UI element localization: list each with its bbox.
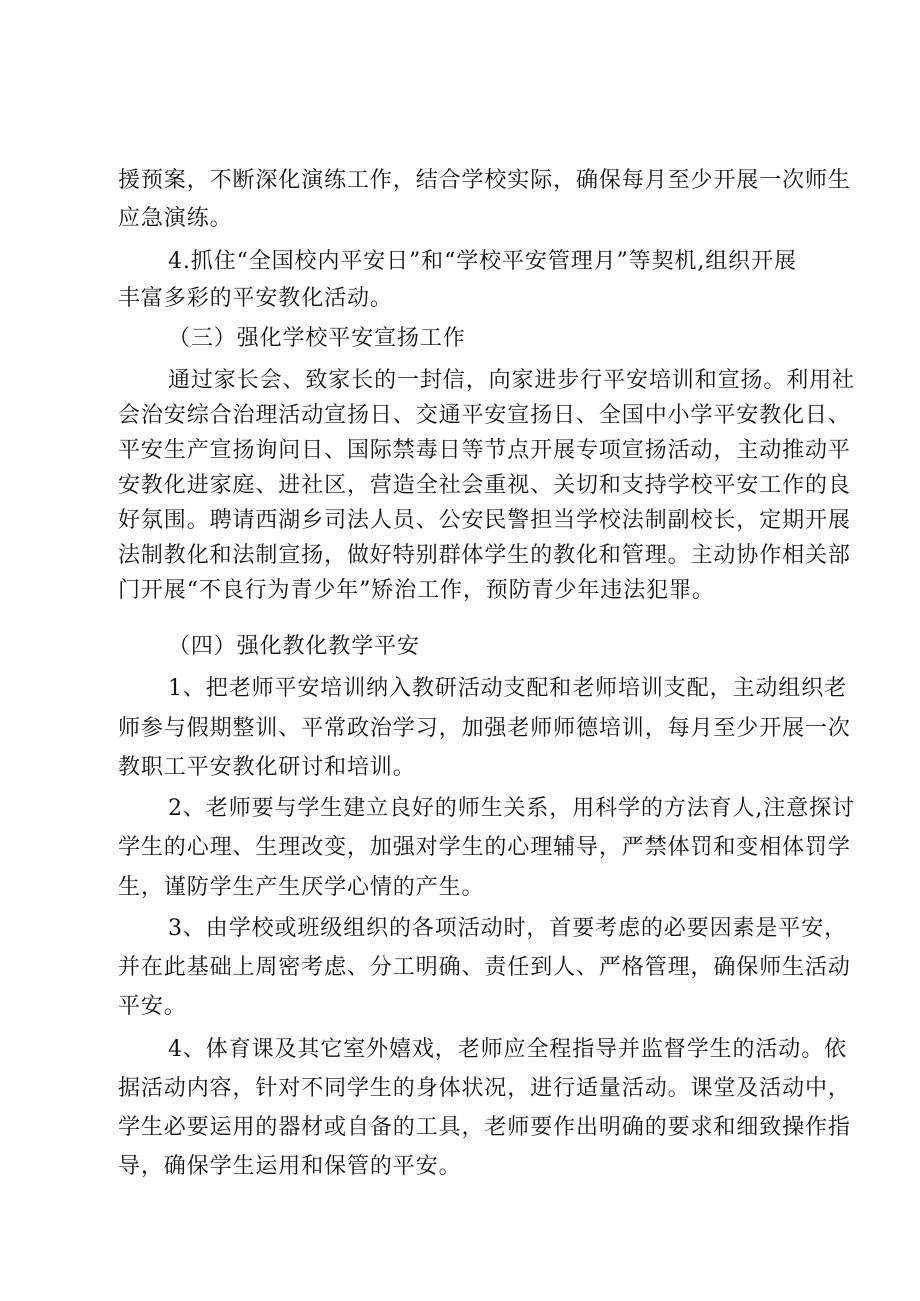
section-heading: （三）强化学校平安宣扬工作 <box>168 326 466 351</box>
text-line: 援预案，不断深化演练工作，结合学校实际，确保每月至少开展一次师生 <box>118 168 851 193</box>
text-line: 丰富多彩的平安教化活动。 <box>118 286 393 311</box>
text-line: 学生必要运用的器材或自备的工具，老师要作出明确的要求和细致操作指 <box>118 1115 851 1140</box>
text-line: 生，谨防学生产生厌学心情的产生。 <box>118 875 485 900</box>
text-line: 3、由学校或班级组织的各项活动时，首要考虑的必要因素是平安， <box>168 916 847 941</box>
text-line: 平安生产宣扬询问日、国际禁毒日等节点开展专项宣扬活动，主动推动平 <box>118 438 851 463</box>
section-heading: （四）强化教化教学平安 <box>168 634 420 659</box>
text-line: 会治安综合治理活动宣扬日、交通平安宣扬日、全国中小学平安教化日、 <box>118 403 851 428</box>
text-line: 4、体育课及其它室外嬉戏，老师应全程指导并监督学生的活动。依 <box>168 1037 847 1062</box>
text-line: 2、老师要与学生建立良好的师生关系，用科学的方法育人,注意探讨 <box>168 796 855 821</box>
text-line: 教职工平安教化研讨和培训。 <box>118 755 416 780</box>
text-line: 门开展“不良行为青少年”矫治工作，预防青少年违法犯罪。 <box>118 578 715 603</box>
text-line: 导，确保学生运用和保管的平安。 <box>118 1154 462 1179</box>
text-line: 好氛围。聘请西湖乡司法人员、公安民警担当学校法制副校长，定期开展 <box>118 508 851 533</box>
text-line: 应急演练。 <box>118 206 233 231</box>
text-line: 1、把老师平安培训纳入教研活动支配和老师培训支配，主动组织老 <box>168 676 847 701</box>
text-line: 法制教化和法制宣扬，做好特别群体学生的教化和管理。主动协作相关部 <box>118 543 851 568</box>
text-line: 师参与假期整训、平常政治学习，加强老师师德培训，每月至少开展一次 <box>118 716 851 741</box>
text-line: 据活动内容，针对不同学生的身体状况，进行适量活动。课堂及活动中， <box>118 1076 851 1101</box>
text-line: 平安。 <box>118 994 187 1019</box>
text-line: 学生的心理、生理改变，加强对学生的心理辅导，严禁体罚和变相体罚学 <box>118 835 851 860</box>
text-line: 安教化进家庭、进社区，营造全社会重视、关切和支持学校平安工作的良 <box>118 473 851 498</box>
text-line: 4.抓住“全国校内平安日”和“学校平安管理月”等契机,组织开展 <box>168 249 797 274</box>
text-line: 并在此基础上周密考虑、分工明确、责任到人、严格管理，确保师生活动 <box>118 955 851 980</box>
text-line: 通过家长会、致家长的一封信，向家进步行平安培训和宣扬。利用社 <box>168 368 856 393</box>
